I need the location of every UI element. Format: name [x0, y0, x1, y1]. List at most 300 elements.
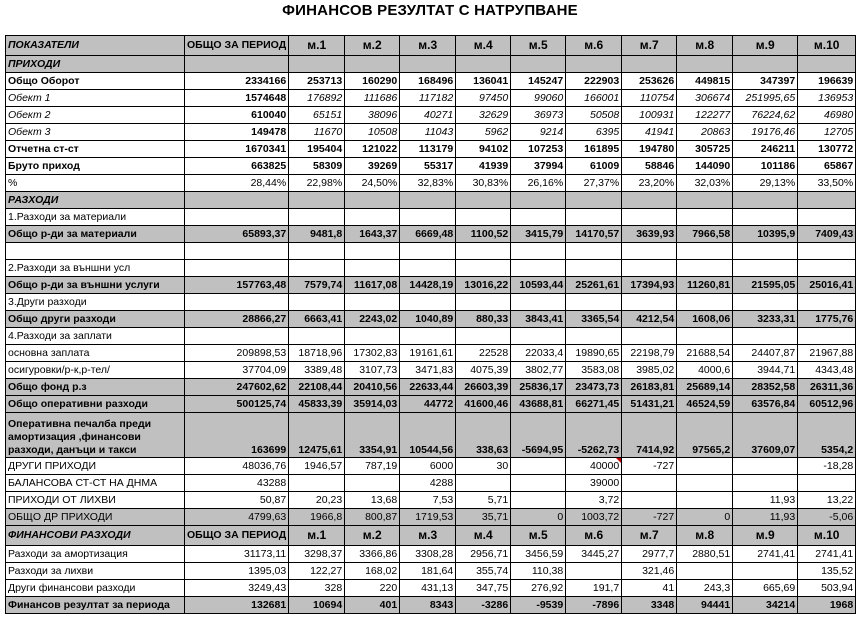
table-cell[interactable]: 2334166	[185, 73, 289, 90]
table-cell[interactable]: 37704,09	[185, 362, 289, 379]
table-cell[interactable]: 355,74	[456, 563, 511, 580]
table-cell[interactable]	[733, 563, 798, 580]
table-cell[interactable]: 27,37%	[566, 175, 622, 192]
row-label[interactable]: Обект 3	[6, 124, 185, 141]
table-cell[interactable]: 347397	[733, 73, 798, 90]
table-cell[interactable]	[185, 192, 289, 209]
table-cell[interactable]	[566, 209, 622, 226]
table-cell[interactable]: 166001	[566, 90, 622, 107]
table-cell[interactable]: 9214	[511, 124, 566, 141]
table-cell[interactable]: 3456,59	[511, 546, 566, 563]
table-cell[interactable]: 6669,48	[400, 226, 456, 243]
table-cell[interactable]: 41939	[456, 158, 511, 175]
table-cell[interactable]: 94102	[456, 141, 511, 158]
table-cell[interactable]: 14428,19	[400, 277, 456, 294]
table-cell[interactable]: 19161,61	[400, 345, 456, 362]
table-cell[interactable]	[677, 260, 733, 277]
table-cell[interactable]: -9539	[511, 597, 566, 614]
table-cell[interactable]: 196639	[798, 73, 856, 90]
table-cell[interactable]: 11670	[289, 124, 345, 141]
table-cell[interactable]	[185, 243, 289, 260]
table-cell[interactable]	[677, 458, 733, 475]
table-cell[interactable]: 4075,39	[456, 362, 511, 379]
table-cell[interactable]	[798, 209, 856, 226]
table-cell[interactable]: 4288	[400, 475, 456, 492]
table-cell[interactable]: 3365,54	[566, 311, 622, 328]
row-label[interactable]: Общо оперативни разходи	[6, 396, 185, 413]
table-cell[interactable]	[566, 260, 622, 277]
row-label[interactable]: Общо р-ди за външни услуги	[6, 277, 185, 294]
table-cell[interactable]: 25016,41	[798, 277, 856, 294]
table-cell[interactable]: 13016,22	[456, 277, 511, 294]
table-cell[interactable]: 3308,28	[400, 546, 456, 563]
table-cell[interactable]	[733, 209, 798, 226]
row-label[interactable]: Отчетна ст-ст	[6, 141, 185, 158]
table-cell[interactable]: 24,50%	[345, 175, 400, 192]
table-cell[interactable]	[456, 328, 511, 345]
table-cell[interactable]: м.3	[400, 526, 456, 546]
table-cell[interactable]	[456, 260, 511, 277]
row-label[interactable]: основна заплата	[6, 345, 185, 362]
row-label[interactable]: Оперативна печалба преди амортизация ,финансови разходи, данъци и такси	[6, 413, 185, 458]
table-cell[interactable]: 246211	[733, 141, 798, 158]
table-cell[interactable]	[289, 294, 345, 311]
table-cell[interactable]	[289, 328, 345, 345]
table-cell[interactable]	[400, 243, 456, 260]
row-label[interactable]: Обект 2	[6, 107, 185, 124]
table-cell[interactable]: 48036,76	[185, 458, 289, 475]
table-cell[interactable]: 13,22	[798, 492, 856, 509]
table-cell[interactable]: -727	[622, 458, 677, 475]
table-cell[interactable]: 130772	[798, 141, 856, 158]
table-cell[interactable]: 880,33	[456, 311, 511, 328]
table-cell[interactable]: м.8	[677, 526, 733, 546]
table-cell[interactable]: 40000	[566, 458, 622, 475]
table-cell[interactable]: 29,13%	[733, 175, 798, 192]
table-cell[interactable]: 99060	[511, 90, 566, 107]
table-cell[interactable]: 4000,6	[677, 362, 733, 379]
table-cell[interactable]: 65151	[289, 107, 345, 124]
table-cell[interactable]: ОБЩО ЗА ПЕРИОД	[185, 36, 289, 56]
table-cell[interactable]: 7409,43	[798, 226, 856, 243]
row-label[interactable]: 4.Разходи за заплати	[6, 328, 185, 345]
table-cell[interactable]: 3107,73	[345, 362, 400, 379]
table-cell[interactable]: 1100,52	[456, 226, 511, 243]
table-cell[interactable]: 11617,08	[345, 277, 400, 294]
table-cell[interactable]: 7966,58	[677, 226, 733, 243]
row-label[interactable]: ПРИХОДИ	[6, 56, 185, 73]
row-label[interactable]	[6, 243, 185, 260]
table-cell[interactable]: 17302,83	[345, 345, 400, 362]
table-cell[interactable]: 30	[456, 458, 511, 475]
table-cell[interactable]: 61009	[566, 158, 622, 175]
table-cell[interactable]	[456, 192, 511, 209]
table-cell[interactable]: м.6	[566, 36, 622, 56]
table-cell[interactable]: 3985,02	[622, 362, 677, 379]
table-cell[interactable]	[798, 260, 856, 277]
table-cell[interactable]: 338,63	[456, 413, 511, 458]
table-cell[interactable]	[456, 243, 511, 260]
row-label[interactable]: 3.Други разходи	[6, 294, 185, 311]
row-label[interactable]: ФИНАНСОВИ РАЗХОДИ	[6, 526, 185, 546]
table-cell[interactable]: м.5	[511, 526, 566, 546]
row-label[interactable]: ДРУГИ ПРИХОДИ	[6, 458, 185, 475]
table-cell[interactable]	[733, 458, 798, 475]
table-cell[interactable]: м.1	[289, 36, 345, 56]
table-cell[interactable]: 101186	[733, 158, 798, 175]
table-cell[interactable]: 10508	[345, 124, 400, 141]
table-cell[interactable]	[622, 294, 677, 311]
table-cell[interactable]: 37609,07	[733, 413, 798, 458]
table-cell[interactable]: 191,7	[566, 580, 622, 597]
table-cell[interactable]: 32,03%	[677, 175, 733, 192]
table-cell[interactable]	[733, 243, 798, 260]
table-cell[interactable]: 33,50%	[798, 175, 856, 192]
table-cell[interactable]: 161895	[566, 141, 622, 158]
table-cell[interactable]: 1395,03	[185, 563, 289, 580]
table-cell[interactable]: 20863	[677, 124, 733, 141]
table-cell[interactable]: 2741,41	[798, 546, 856, 563]
row-label[interactable]: Общо р-ди за материали	[6, 226, 185, 243]
table-cell[interactable]: 50508	[566, 107, 622, 124]
table-cell[interactable]: м.10	[798, 36, 856, 56]
table-cell[interactable]: 17394,93	[622, 277, 677, 294]
table-cell[interactable]: -3286	[456, 597, 511, 614]
table-cell[interactable]: 3354,91	[345, 413, 400, 458]
table-cell[interactable]: 209898,53	[185, 345, 289, 362]
table-cell[interactable]: 194780	[622, 141, 677, 158]
table-cell[interactable]: 10593,44	[511, 277, 566, 294]
row-label[interactable]: Финансов резултат за периода	[6, 597, 185, 614]
table-cell[interactable]: 32,83%	[400, 175, 456, 192]
row-label[interactable]: Други финансови разходи	[6, 580, 185, 597]
row-label[interactable]: РАЗХОДИ	[6, 192, 185, 209]
table-cell[interactable]	[622, 56, 677, 73]
table-cell[interactable]	[733, 294, 798, 311]
table-cell[interactable]	[289, 260, 345, 277]
table-cell[interactable]: 24407,87	[733, 345, 798, 362]
table-cell[interactable]: 111686	[345, 90, 400, 107]
row-label[interactable]: ОБЩО ДР ПРИХОДИ	[6, 509, 185, 526]
table-cell[interactable]	[798, 56, 856, 73]
row-label[interactable]: Общо фонд р.з	[6, 379, 185, 396]
table-cell[interactable]: 1670341	[185, 141, 289, 158]
table-cell[interactable]	[345, 260, 400, 277]
table-cell[interactable]	[798, 294, 856, 311]
table-cell[interactable]: 157763,48	[185, 277, 289, 294]
table-cell[interactable]: 2880,51	[677, 546, 733, 563]
table-cell[interactable]: 10544,56	[400, 413, 456, 458]
table-cell[interactable]: 40271	[400, 107, 456, 124]
table-cell[interactable]: 181,64	[400, 563, 456, 580]
table-cell[interactable]: 3,72	[566, 492, 622, 509]
table-cell[interactable]: 65893,37	[185, 226, 289, 243]
table-cell[interactable]: 32629	[456, 107, 511, 124]
table-cell[interactable]: м.8	[677, 36, 733, 56]
table-cell[interactable]: м.3	[400, 36, 456, 56]
table-cell[interactable]	[511, 56, 566, 73]
table-cell[interactable]	[345, 209, 400, 226]
table-cell[interactable]: 55317	[400, 158, 456, 175]
table-cell[interactable]: 3298,37	[289, 546, 345, 563]
table-cell[interactable]: 3249,43	[185, 580, 289, 597]
table-cell[interactable]	[185, 328, 289, 345]
table-cell[interactable]: 449815	[677, 73, 733, 90]
table-cell[interactable]: 610040	[185, 107, 289, 124]
table-cell[interactable]: 5,71	[456, 492, 511, 509]
table-cell[interactable]: 251995,65	[733, 90, 798, 107]
table-cell[interactable]: 220	[345, 580, 400, 597]
table-cell[interactable]: 37994	[511, 158, 566, 175]
table-cell[interactable]	[511, 243, 566, 260]
row-label[interactable]: Бруто приход	[6, 158, 185, 175]
table-cell[interactable]	[677, 492, 733, 509]
table-cell[interactable]: 2243,02	[345, 311, 400, 328]
table-cell[interactable]: 1003,72	[566, 509, 622, 526]
table-cell[interactable]: 107253	[511, 141, 566, 158]
table-cell[interactable]	[345, 294, 400, 311]
table-cell[interactable]	[733, 260, 798, 277]
table-cell[interactable]: 3471,83	[400, 362, 456, 379]
table-cell[interactable]	[733, 328, 798, 345]
table-cell[interactable]: 163699	[185, 413, 289, 458]
table-cell[interactable]	[798, 243, 856, 260]
table-cell[interactable]: 160290	[345, 73, 400, 90]
table-cell[interactable]	[511, 492, 566, 509]
table-cell[interactable]: 6000	[400, 458, 456, 475]
table-cell[interactable]: 35914,03	[345, 396, 400, 413]
table-cell[interactable]: 26183,81	[622, 379, 677, 396]
row-label[interactable]: 1.Разходи за материали	[6, 209, 185, 226]
table-cell[interactable]: 3639,93	[622, 226, 677, 243]
table-cell[interactable]: 10694	[289, 597, 345, 614]
table-cell[interactable]	[456, 475, 511, 492]
table-cell[interactable]	[345, 192, 400, 209]
table-cell[interactable]: 12705	[798, 124, 856, 141]
table-cell[interactable]: 22033,4	[511, 345, 566, 362]
table-cell[interactable]	[622, 192, 677, 209]
table-cell[interactable]: -5,06	[798, 509, 856, 526]
table-cell[interactable]: 21595,05	[733, 277, 798, 294]
table-cell[interactable]: 11,93	[733, 492, 798, 509]
table-cell[interactable]: 20410,56	[345, 379, 400, 396]
table-cell[interactable]: 44772	[400, 396, 456, 413]
table-cell[interactable]: 10395,9	[733, 226, 798, 243]
table-cell[interactable]	[400, 192, 456, 209]
row-label[interactable]: ПОКАЗАТЕЛИ	[6, 36, 185, 56]
table-cell[interactable]: 22108,44	[289, 379, 345, 396]
table-cell[interactable]: 58309	[289, 158, 345, 175]
table-cell[interactable]: 21967,88	[798, 345, 856, 362]
table-cell[interactable]	[511, 209, 566, 226]
table-cell[interactable]	[622, 492, 677, 509]
row-label[interactable]: осигуровки/р-к,р-тел/	[6, 362, 185, 379]
table-cell[interactable]: 401	[345, 597, 400, 614]
table-cell[interactable]: ОБЩО ЗА ПЕРИОД	[185, 526, 289, 546]
table-cell[interactable]: м.1	[289, 526, 345, 546]
table-cell[interactable]: 195404	[289, 141, 345, 158]
table-cell[interactable]: 31173,11	[185, 546, 289, 563]
table-cell[interactable]	[566, 192, 622, 209]
table-cell[interactable]	[511, 192, 566, 209]
table-cell[interactable]	[733, 475, 798, 492]
table-cell[interactable]	[456, 209, 511, 226]
table-cell[interactable]	[185, 260, 289, 277]
table-cell[interactable]: 11,93	[733, 509, 798, 526]
table-cell[interactable]: 110,38	[511, 563, 566, 580]
table-cell[interactable]	[677, 243, 733, 260]
table-cell[interactable]: 8343	[400, 597, 456, 614]
table-cell[interactable]	[289, 56, 345, 73]
table-cell[interactable]: 665,69	[733, 580, 798, 597]
table-cell[interactable]: 22633,44	[400, 379, 456, 396]
table-cell[interactable]: 306674	[677, 90, 733, 107]
table-cell[interactable]: 3843,41	[511, 311, 566, 328]
table-cell[interactable]: 22198,79	[622, 345, 677, 362]
table-cell[interactable]: 117182	[400, 90, 456, 107]
table-cell[interactable]: м.2	[345, 36, 400, 56]
table-cell[interactable]: 46980	[798, 107, 856, 124]
table-cell[interactable]: 60512,96	[798, 396, 856, 413]
table-cell[interactable]: 1775,76	[798, 311, 856, 328]
table-cell[interactable]: 18718,96	[289, 345, 345, 362]
table-cell[interactable]: 19176,46	[733, 124, 798, 141]
table-cell[interactable]: 11043	[400, 124, 456, 141]
table-cell[interactable]: 28866,27	[185, 311, 289, 328]
table-cell[interactable]: 122,27	[289, 563, 345, 580]
table-cell[interactable]: 136041	[456, 73, 511, 90]
table-cell[interactable]	[798, 475, 856, 492]
table-cell[interactable]: 2956,71	[456, 546, 511, 563]
table-cell[interactable]: 45833,39	[289, 396, 345, 413]
table-cell[interactable]: 3583,08	[566, 362, 622, 379]
table-cell[interactable]: 76224,62	[733, 107, 798, 124]
row-label[interactable]: Разходи за лихви	[6, 563, 185, 580]
table-cell[interactable]: 5962	[456, 124, 511, 141]
table-cell[interactable]	[456, 56, 511, 73]
table-cell[interactable]	[185, 294, 289, 311]
table-cell[interactable]: 4212,54	[622, 311, 677, 328]
table-cell[interactable]	[185, 209, 289, 226]
table-cell[interactable]: 19890,65	[566, 345, 622, 362]
table-cell[interactable]	[622, 475, 677, 492]
table-cell[interactable]: м.10	[798, 526, 856, 546]
table-cell[interactable]: 113179	[400, 141, 456, 158]
table-cell[interactable]: 14170,57	[566, 226, 622, 243]
table-cell[interactable]: 1946,57	[289, 458, 345, 475]
table-cell[interactable]	[456, 294, 511, 311]
table-cell[interactable]	[345, 328, 400, 345]
table-cell[interactable]	[566, 294, 622, 311]
table-cell[interactable]: 321,46	[622, 563, 677, 580]
table-cell[interactable]: 39269	[345, 158, 400, 175]
table-cell[interactable]: 7579,74	[289, 277, 345, 294]
table-cell[interactable]: 132681	[185, 597, 289, 614]
row-label[interactable]: Разходи за амортизация	[6, 546, 185, 563]
table-cell[interactable]: 38096	[345, 107, 400, 124]
table-cell[interactable]: 145247	[511, 73, 566, 90]
table-cell[interactable]: 503,94	[798, 580, 856, 597]
table-cell[interactable]: 5354,2	[798, 413, 856, 458]
table-cell[interactable]: 97450	[456, 90, 511, 107]
table-cell[interactable]: м.6	[566, 526, 622, 546]
table-cell[interactable]: 34214	[733, 597, 798, 614]
table-cell[interactable]: 1608,06	[677, 311, 733, 328]
table-cell[interactable]	[677, 328, 733, 345]
table-cell[interactable]: 36973	[511, 107, 566, 124]
table-cell[interactable]: 94441	[677, 597, 733, 614]
table-cell[interactable]: 12475,61	[289, 413, 345, 458]
table-cell[interactable]: 347,75	[456, 580, 511, 597]
table-cell[interactable]: 144090	[677, 158, 733, 175]
table-cell[interactable]: м.9	[733, 36, 798, 56]
table-cell[interactable]	[400, 294, 456, 311]
table-cell[interactable]: 247602,62	[185, 379, 289, 396]
table-cell[interactable]	[511, 328, 566, 345]
row-label[interactable]: БАЛАНСОВА СТ-СТ НА ДНМА	[6, 475, 185, 492]
table-cell[interactable]	[566, 56, 622, 73]
table-cell[interactable]: 168496	[400, 73, 456, 90]
table-cell[interactable]: 41941	[622, 124, 677, 141]
table-cell[interactable]: 787,19	[345, 458, 400, 475]
table-cell[interactable]: м.5	[511, 36, 566, 56]
table-cell[interactable]: 800,87	[345, 509, 400, 526]
table-cell[interactable]: 3233,31	[733, 311, 798, 328]
table-cell[interactable]: 3389,48	[289, 362, 345, 379]
table-cell[interactable]: 3802,77	[511, 362, 566, 379]
table-cell[interactable]: 26,16%	[511, 175, 566, 192]
table-cell[interactable]: 276,92	[511, 580, 566, 597]
table-cell[interactable]: 23473,73	[566, 379, 622, 396]
table-cell[interactable]	[400, 260, 456, 277]
table-cell[interactable]: 97565,2	[677, 413, 733, 458]
table-cell[interactable]: -5262,73	[566, 413, 622, 458]
table-cell[interactable]: 136953	[798, 90, 856, 107]
table-cell[interactable]	[677, 209, 733, 226]
table-cell[interactable]: м.7	[622, 36, 677, 56]
table-cell[interactable]: 6663,41	[289, 311, 345, 328]
table-cell[interactable]: 253626	[622, 73, 677, 90]
table-cell[interactable]: 58846	[622, 158, 677, 175]
table-cell[interactable]: 222903	[566, 73, 622, 90]
table-cell[interactable]: 1966,8	[289, 509, 345, 526]
table-cell[interactable]: 65867	[798, 158, 856, 175]
table-cell[interactable]	[622, 260, 677, 277]
table-cell[interactable]: 46524,59	[677, 396, 733, 413]
table-cell[interactable]: 43288	[185, 475, 289, 492]
table-cell[interactable]: 168,02	[345, 563, 400, 580]
table-cell[interactable]: 26311,36	[798, 379, 856, 396]
row-label[interactable]: 2.Разходи за външни усл	[6, 260, 185, 277]
table-cell[interactable]: м.4	[456, 36, 511, 56]
table-cell[interactable]	[566, 243, 622, 260]
table-cell[interactable]: 20,23	[289, 492, 345, 509]
table-cell[interactable]	[400, 209, 456, 226]
table-cell[interactable]	[622, 328, 677, 345]
table-cell[interactable]: 30,83%	[456, 175, 511, 192]
table-cell[interactable]	[511, 475, 566, 492]
table-cell[interactable]	[511, 260, 566, 277]
table-cell[interactable]: 25261,61	[566, 277, 622, 294]
table-cell[interactable]: 3366,86	[345, 546, 400, 563]
table-cell[interactable]: 1968	[798, 597, 856, 614]
table-cell[interactable]	[289, 243, 345, 260]
table-cell[interactable]: 35,71	[456, 509, 511, 526]
table-cell[interactable]	[289, 475, 345, 492]
table-cell[interactable]: 1574648	[185, 90, 289, 107]
table-cell[interactable]: 7,53	[400, 492, 456, 509]
table-cell[interactable]: 122277	[677, 107, 733, 124]
